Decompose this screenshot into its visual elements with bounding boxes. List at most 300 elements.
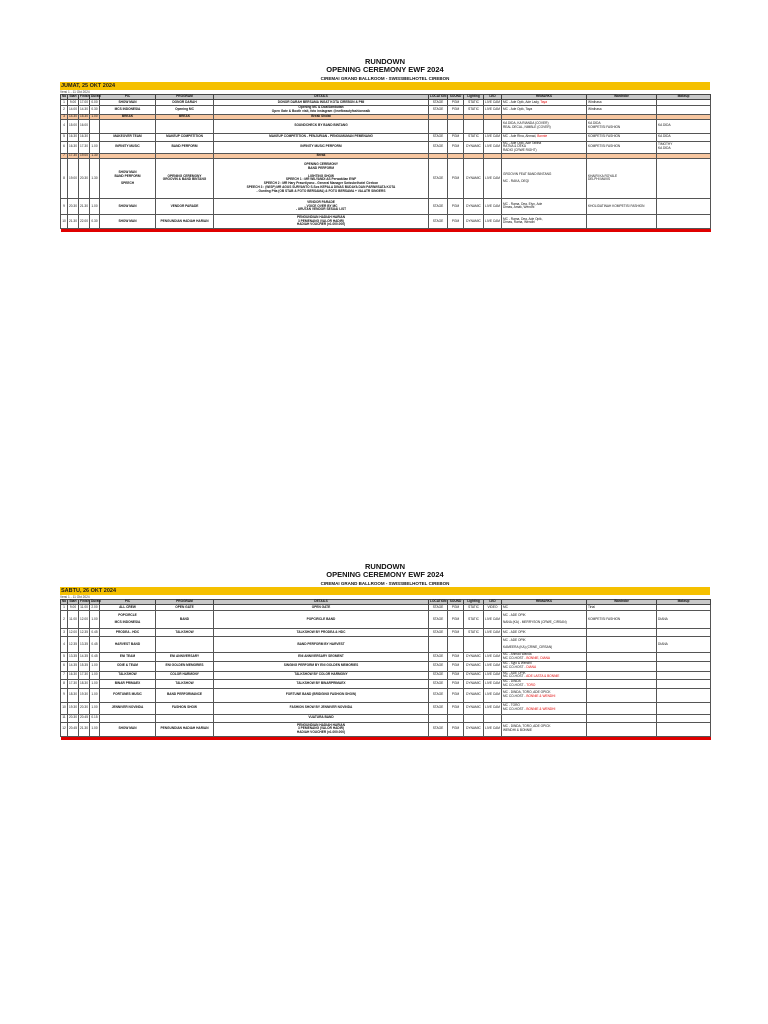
cell-finish: 21.30 [79,722,90,736]
end-bar [61,736,711,740]
table-row [61,214,711,228]
cell-wardrobe: Wirdhasa [587,99,657,105]
cell-finish: 21.30 [79,198,90,214]
cell-wardrobe [587,714,657,722]
cell-sound [448,119,464,133]
cell-finish: 13.35 [79,636,90,652]
remarks-highlight: Taya [540,99,547,104]
rundown-table [60,599,711,739]
cell-no: 1 [61,604,68,610]
cell-wardrobe: KOMPETISI FASHION [587,610,657,628]
cell-details: ENI ANNIVERSARY SEGMENT [214,652,429,661]
cell-program: BAND PERFORM [156,141,214,153]
cell-light: DYNAMIC [464,158,484,198]
table-row [61,680,711,689]
end-label: SELESAI [380,228,391,232]
cell-start: 16.30 [68,141,79,153]
cell-wardrobe [587,680,657,689]
cell-no: 4 [61,119,68,133]
table-row [61,714,711,722]
end-bar [61,228,711,232]
cell-details: TALKSHOW BY COLOR HARMONY [214,671,429,680]
cell-wardrobe: KHAIRI KA ROYALE DELPHI MAVIS [587,158,657,198]
cell-makeup: DIANA [657,610,711,628]
cell-start: 19.30 [68,702,79,714]
cell-details: INFINITY MUSIC PERFORM [214,141,429,153]
day-date-bar: SABTU, 26 OKT 2024 [60,587,710,595]
cell-start: 17.30 [69,153,77,158]
cell-sound: PGM [448,628,464,636]
cell-details: SOUNDCHECK BY BAND BINTANG [214,119,429,133]
table-row [61,610,711,628]
cell-sound: PGM [448,141,464,153]
cell-pic: FORTUNES MUSIC [100,688,156,702]
cell-loc: STAGE [429,158,448,198]
cell-pic: POPCIRCLE MCS INDONESIA [100,610,156,628]
cell-makeup: DIANA [657,636,711,652]
cell-led: LIVE CAM [484,688,502,702]
cell-details: BAND PERFORM BY HARVEST [214,636,429,652]
cell-light: DYNAMIC [464,661,484,671]
cell-finish: 20.45 [79,714,90,722]
cell-led: LIVE CAM [485,99,500,104]
cell-program: DONOR DARAH [156,99,214,105]
sheet-title: RUNDOWN [365,562,405,571]
cell-dur: 1.00 [90,702,100,714]
column-header: PROGRAM [156,95,214,100]
cell-pic: SHOW MAN [100,214,156,228]
cell-makeup [657,214,711,228]
cell-no: 6 [61,661,68,671]
cell-start: 20.45 [68,722,79,736]
cell-details: FASHION SHOW BY JENNIVER NOVINDA [214,702,429,714]
cell-no: 10 [61,214,68,228]
rundown-table [60,94,711,231]
cell-makeup [657,661,711,671]
cell-loc [429,119,448,133]
cell-loc: STAGE [429,141,448,153]
cell-remarks: GROOVIN FEAT BAND BINTANG MC - RAKA, DEQI [502,158,587,198]
cell-details: VUATURA BAND [214,714,429,722]
cell-start: 15.00 [68,119,79,133]
cell-sound: PGM [448,680,464,689]
cell-loc: STAGE [429,133,448,141]
cell-start: 14.35 [68,661,79,671]
cell-wardrobe [587,652,657,661]
cell-start: 16.30 [68,133,79,141]
cell-makeup [657,198,711,214]
cell-loc: STAGE [429,688,448,702]
cell-led: LIVE CAM [484,652,502,661]
cell-pic [100,119,156,133]
cell-remarks: MC - ADE OPIK NANA (KA) - MERRYSON (CRWE_CIRSAN) [502,610,587,628]
cell-no: 11 [61,714,68,722]
cell-led: LIVE CAM [484,702,502,714]
cell-led: LIVE CAM [484,671,502,680]
table-row [61,688,711,702]
cell-led: LIVE CAM [484,661,502,671]
cell-sound: PGM [448,702,464,714]
cell-details: FORTUNE BAND (BRIDGING FASHION SHOW) [214,688,429,702]
cell-finish: 22.00 [79,214,90,228]
cell-led: VIDEO [484,604,502,610]
version-label: Versi 1 - 11 Okt 2024 [60,90,90,95]
cell-pic: BREAK [100,114,156,119]
cell-sound: PGM [448,198,464,214]
column-header: LOCATION [430,94,447,99]
cell-start: 11.00 [68,610,79,628]
cell-led: LIVE CAM [484,198,502,214]
cell-light [464,636,484,652]
cell-light: DYNAMIC [464,688,484,702]
cell-program: Opening MC [156,105,214,114]
cell-light [464,119,484,133]
column-header: PIC [100,95,156,100]
column-header: Wardrobe [587,95,657,100]
cell-dur: 1.00 [90,680,100,689]
cell-pic: ENI TEAM [100,652,156,661]
cell-details: Opening MC & Doa/Sambutan Open Gate & Booth visit, foto instagram @ewfbeautyfashionwalk [214,105,429,114]
cell-led: LIVE CAM [484,610,502,628]
cell-remarks: MC - Syjo & Wendhi MC CO-HOST - DIANA [502,661,587,671]
cell-finish: 17.00 [80,99,88,104]
cell-dur [90,133,100,141]
cell-finish: 17.30 [79,671,90,680]
cell-makeup: KA DIDA [657,119,711,133]
cell-start: 9.00 [68,99,79,105]
cell-light: STATIC [464,604,484,610]
column-header: PROGRAM [156,600,214,605]
cell-pic: BINAR PRIMAEX [100,680,156,689]
cell-program: OPEN GATE [156,604,214,610]
column-header: Finish [80,94,90,99]
cell-makeup [657,702,711,714]
column-header: SOUND [448,95,464,100]
cell-dur: 0.45 [90,636,100,652]
table-row [61,105,711,114]
cell-finish: 16.00 [79,119,90,133]
sheet-venue: CIREMAI GRAND BALLROOM - SWISSBELHOTEL CIREBON [320,75,450,81]
cell-led [484,636,502,652]
cell-sound: PGM [448,99,464,105]
cell-makeup [657,158,711,198]
cell-details: OPENING CEREMONY BAND PERFORM LIGHTING SHOW SPEECH 1 : MR WILYANDI AS Perwakilan EWF SPEECH 2 : MR Hary Prasetiyono - General Manager Swissbelhotel Cirebon SPEECH 3 : (WISP) MR AGUS SURYANTO S.Sos KEPALA DINAS BUDAYA DAN PARIWISATA KOTA - Gunting Pita (OB STAB & FOTO BERSAMA) & FOTO BERSAMA + VALATR SINGERS [214,158,429,198]
cell-start: 17.30 [68,680,79,689]
table-body [61,604,711,739]
cell-finish: 20.30 [79,702,90,714]
cell-start: 12.00 [68,628,79,636]
cell-light: STATIC [464,628,484,636]
column-header: SOUND [448,600,464,605]
cell-program: FASHION SHOW [156,702,214,714]
cell-light: DYNAMIC [464,652,484,661]
cell-light: STATIC [464,610,484,628]
cell-sound [448,714,464,722]
cell-light: STATIC [464,133,484,141]
table-row [61,628,711,636]
cell-remarks: MC - DINDA MC CO-HOST - TORO [502,680,587,689]
cell-sound: PGM [448,214,464,228]
table-row [61,722,711,736]
cell-details: PENGUNDIAN HADIAH HARIAN 3 PEMENANG (VALOR HADIR) HADIAH VOUCHER (±1.000.000) [214,722,429,736]
cell-dur: 1.00 [90,661,100,671]
cell-pic: SHOW MAN [100,722,156,736]
cell-wardrobe [587,636,657,652]
cell-remarks: MC - Ade Opik, Ade Lady, Taya [502,99,587,105]
cell-program: BAND [156,610,214,628]
cell-led: LIVE CAM [484,141,502,153]
table-row [61,158,711,198]
cell-loc: STAGE [429,214,448,228]
cell-makeup: KA DIDA [657,133,711,141]
cell-remarks: MC - DINDA, TORO, ADE OPICK WENDHI & BONNIE [502,722,587,736]
column-header: Durasi [91,599,101,604]
cell-light: STATIC [464,105,484,114]
cell-finish: 14.30 [79,105,90,114]
cell-led: LIVE CAM [484,722,502,736]
cell-makeup [657,628,711,636]
cell-wardrobe: KOMPETISI FASHION [587,141,657,153]
cell-makeup [657,105,711,114]
cell-loc: STAGE [429,722,448,736]
cell-wardrobe: KHOLIDATINAH KOMPETISI FASHION [587,198,657,214]
cell-start: 21.30 [68,214,79,228]
day-date-bar: JUMAT, 25 OKT 2024 [60,82,710,90]
cell-no: 3 [61,628,68,636]
cell-details: POPCIRCLE BAND [214,610,429,628]
cell-loc: STAGE [429,680,448,689]
cell-start: 18.30 [68,688,79,702]
sheet-subtitle: OPENING CEREMONY EWF 2024 [326,65,444,75]
cell-loc: STAGE [429,604,448,610]
table-row [61,661,711,671]
cell-light: DYNAMIC [464,671,484,680]
cell-no: 2 [61,105,68,114]
cell-no: 5 [61,652,68,661]
cell-makeup: TIMOTHY KA DIDA [657,141,711,153]
sheet-subtitle: OPENING CEREMONY EWF 2024 [326,570,444,580]
cell-program: VENDOR PARADE [156,198,214,214]
cell-finish: 16.30 [79,133,90,141]
cell-sound: PGM [448,652,464,661]
cell-dur: 1.00 [90,688,100,702]
table-body [61,99,711,231]
cell-dur: 0.30 [90,214,100,228]
cell-dur: 1.00 [91,113,98,118]
cell-loc: STAGE [429,610,448,628]
cell-pic: TALKSHOW [100,671,156,680]
cell-details: Break [214,153,429,158]
cell-led [484,119,502,133]
remarks-highlight: Bonnie [537,134,548,139]
cell-remarks: MC - ADE OPIK MC CO-HOST - ADE LASTA & BONNIE [502,671,587,680]
table-row [61,141,711,153]
cell-loc: STAGE [429,652,448,661]
version-label: Versi 1 - 11 Okt 2024 [60,595,90,600]
cell-pic [100,714,156,722]
cell-no: 7 [61,671,68,680]
cell-no: 9 [61,198,68,214]
cell-no: 12 [61,722,68,736]
cell-start: 20.30 [68,714,79,722]
cell-sound [448,636,464,652]
cell-details: MAKEUP COMPETITION - PENJURIAN - PENGUMUMAN PEMENANG [214,133,429,141]
table-row [61,702,711,714]
cell-sound: PGM [448,604,464,610]
cell-no: 2 [61,610,68,628]
cell-program: PENGUNDIAN HADIAH HARIAN [156,214,214,228]
cell-no: 10 [61,702,68,714]
remarks-highlight: BONNIE & WENDHI [526,707,556,712]
cell-details: OPEN GATE [214,604,429,610]
cell-dur: 0.30 [90,105,100,114]
cell-sound: PGM [448,722,464,736]
cell-pic: MAKEOVER TEAM [100,133,156,141]
cell-loc: STAGE [429,105,448,114]
table-row [61,133,711,141]
cell-sound: PGM [448,661,464,671]
cell-program: OPENING CEREMONY GROOVIN & BAND BINTANG [156,158,214,198]
cell-program: PENGUNDIAN HADIAH HARIAN [156,722,214,736]
cell-makeup [657,652,711,661]
cell-dur: 0.45 [90,628,100,636]
sheet-title: RUNDOWN [365,57,405,66]
cell-program: ENI GOLDEN MEMORIES [156,661,214,671]
cell-wardrobe [587,661,657,671]
cell-loc [429,714,448,722]
cell-remarks: MC - Rama, Dea, Ade Opik, Dimas, Rama, Wendhi [502,214,587,228]
cell-pic: JENNIVER NOVINDA [100,702,156,714]
column-header: REMARKS [502,95,587,100]
sheet-title-block [60,58,710,81]
cell-pic: HARVEST BAND [100,636,156,652]
cell-start: 14.00 [68,105,79,114]
cell-finish: 11.00 [80,604,88,609]
cell-pic: INFINITY MUSIC [100,141,156,153]
cell-remarks [502,714,587,722]
column-header: Start [69,599,77,604]
cell-sound: PGM [448,610,464,628]
cell-program: TALKSHOW [156,680,214,689]
remarks-highlight: DIANA [526,665,537,670]
cell-finish: 12.35 [79,628,90,636]
remarks-highlight: TORO [526,682,536,687]
cell-wardrobe: Wirdhasa [587,105,657,114]
cell-details: VENDOR PARADE - VOICE OVER BY MC - URUTAN VENDOR SESUAI LIST [214,198,429,214]
cell-start: 9.00 [68,604,79,610]
cell-finish: 15.35 [79,661,90,671]
cell-remarks: KA DIDA, KA RIANDA (COVER) REAL DECAL, NIMBLE (COVER) [502,119,587,133]
cell-makeup [657,680,711,689]
cell-dur: 0.45 [90,652,100,661]
cell-wardrobe: KA DIDA KOMPETISI FASHION [587,119,657,133]
end-bar-row [61,736,711,740]
cell-remarks: MC - Ade Opik, Taya [502,105,587,114]
cell-loc: STAGE [429,702,448,714]
cell-remarks: MC - Rama, Dea, Elyn, Ade Dimas, Amak, Wendhi [502,198,587,214]
table-row [61,652,711,661]
remarks-highlight: BONNIE & WENDHI [526,694,556,699]
column-header: Wardrobe [587,600,657,605]
cell-light: DYNAMIC [464,198,484,214]
cell-remarks: MC - DINDA, TORO, ADE OPICK MC CO-HOST - BONNIE & WENDHI [502,688,587,702]
cell-wardrobe [587,688,657,702]
cell-pic: MCS INDONESIA [100,105,156,114]
cell-start: 14.30 [69,113,77,118]
cell-finish: 12.00 [79,610,90,628]
cell-dur [90,119,100,133]
table-row [61,119,711,133]
cell-loc: STAGE [429,671,448,680]
cell-wardrobe [587,722,657,736]
cell-details: TALKSHOW BY PRODEA & HDC [214,628,429,636]
sheet-title-block [60,563,710,586]
cell-dur: 2.00 [91,604,98,609]
cell-remarks: MC - TORO MC CO-HOST - BONNIE & WENDHI [502,702,587,714]
column-header: DETAILS [214,95,429,100]
cell-details: Break Sholat [214,114,429,119]
cell-no: 3 [61,114,68,119]
cell-no: 9 [61,688,68,702]
column-header: LED [484,95,502,100]
table-row [61,636,711,652]
cell-led: LIVE CAM [484,214,502,228]
column-header: REMARKS [502,600,587,605]
column-header: Finish [80,599,90,604]
cell-wardrobe: KOMPETISI FASHION [587,133,657,141]
cell-sound: PGM [448,671,464,680]
cell-light: DYNAMIC [464,141,484,153]
cell-led: LIVE CAM [484,158,502,198]
column-header: No [62,94,67,99]
rundown-sheet-day1 [60,58,710,232]
cell-sound: PGM [448,133,464,141]
cell-light: DYNAMIC [464,702,484,714]
column-header: LOCATION [430,599,447,604]
column-header: Lighting [464,600,484,605]
cell-makeup [657,688,711,702]
cell-dur: 1.00 [90,671,100,680]
cell-start: 19.00 [68,158,79,198]
cell-start: 16.30 [68,671,79,680]
cell-loc [429,636,448,652]
cell-remarks: MC [502,604,587,610]
remarks-highlight: BONNIE, DIANA [526,655,551,660]
end-label: SELESAI [380,736,391,740]
remarks-highlight: ADE LASTA & BONNIE [526,674,560,679]
cell-no: 6 [61,141,68,153]
cell-loc: STAGE [429,99,448,105]
cell-pic: PRODEA - HDC [100,628,156,636]
cell-program: COLOR HARMONY [156,671,214,680]
cell-program: BAND PERFORMANCE [156,688,214,702]
cell-no: 8 [61,158,68,198]
cell-wardrobe [587,628,657,636]
column-header: Lighting [464,95,484,100]
cell-makeup [657,722,711,736]
cell-sound: PGM [448,158,464,198]
column-header: DETAILS [214,600,429,605]
cell-loc: STAGE [429,661,448,671]
cell-dur: 1.30 [91,153,98,158]
cell-program: TALKSHOW [156,628,214,636]
cell-program [156,119,214,133]
cell-wardrobe [587,214,657,228]
cell-finish: 20.30 [79,158,90,198]
cell-makeup [657,671,711,680]
sheet-venue: CIREMAI GRAND BALLROOM - SWISSBELHOTEL CIREBON [320,580,450,586]
cell-wardrobe [587,671,657,680]
